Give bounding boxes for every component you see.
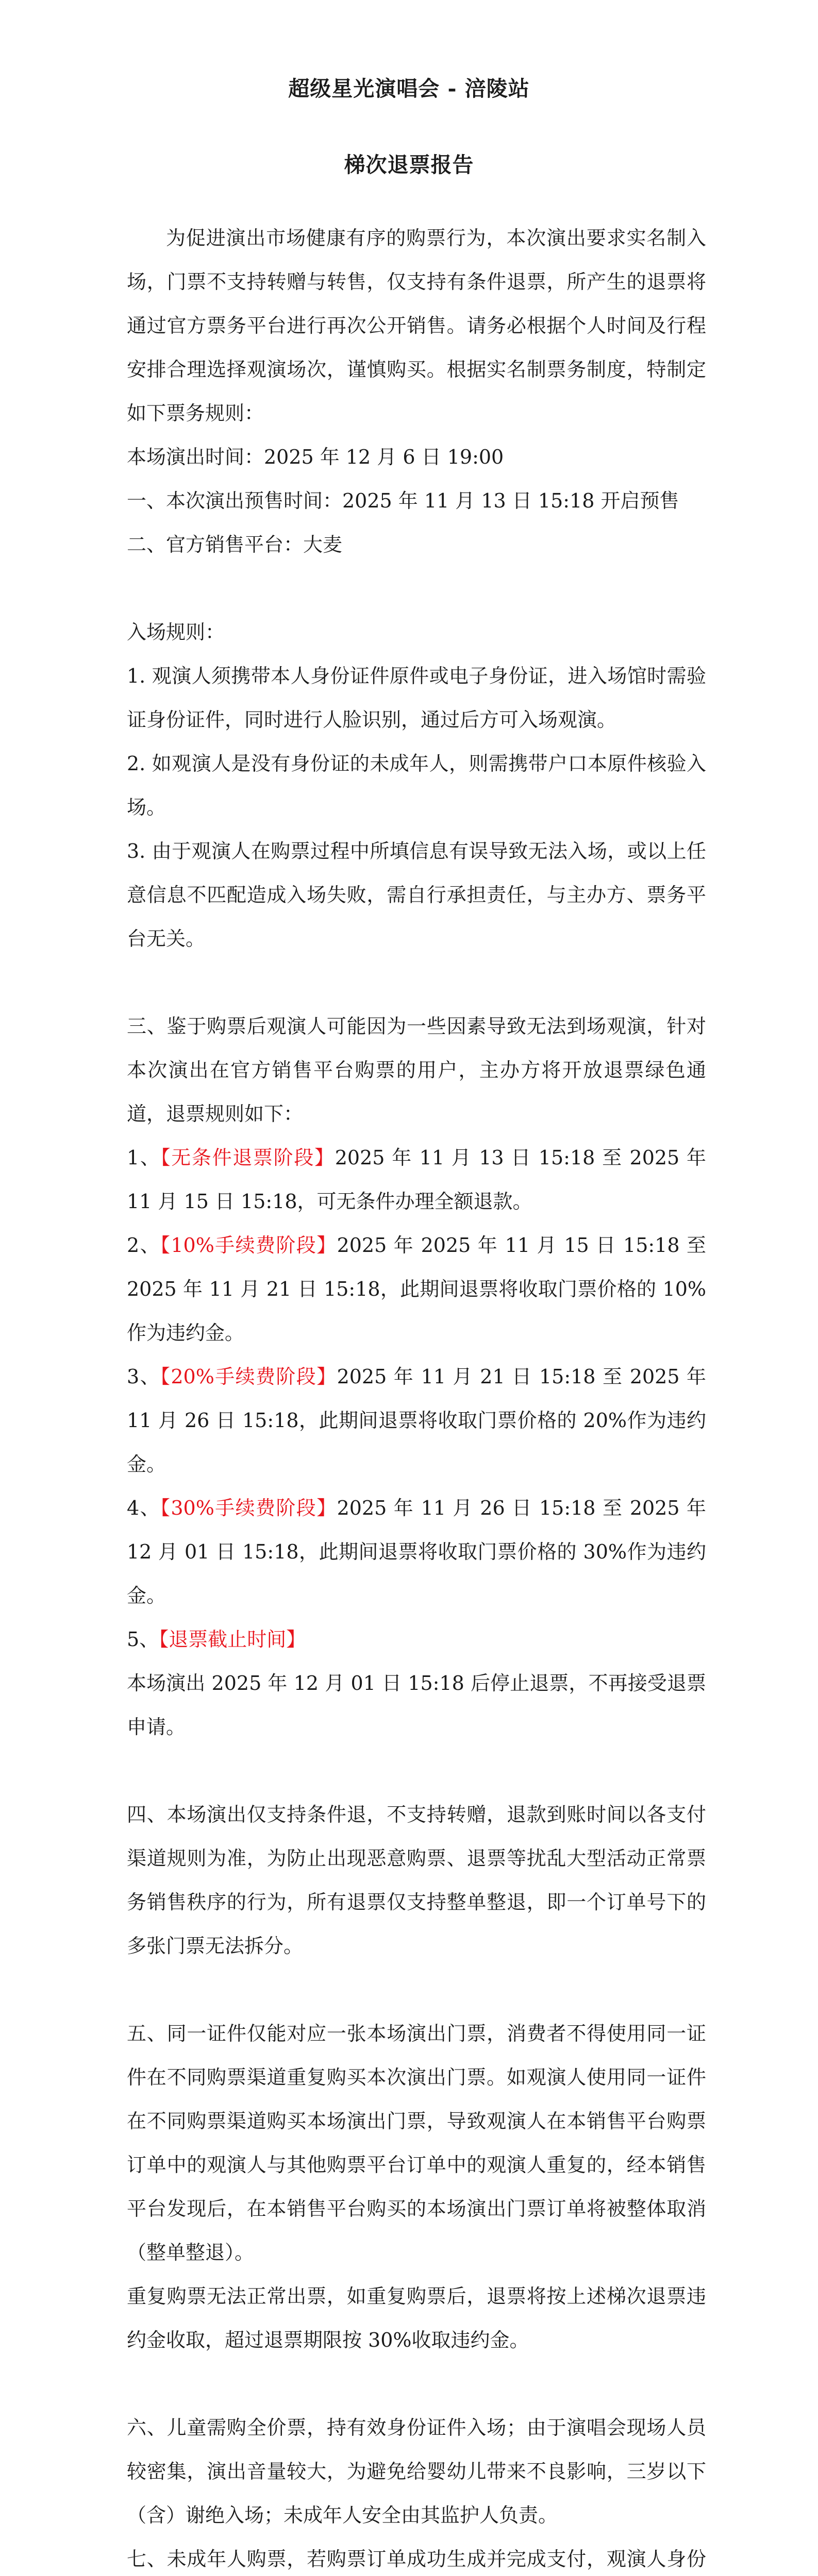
clause-6: 六、儿童需购全价票，持有效身份证件入场；由于演唱会现场人员较密集，演出音量较大，为避免给婴幼儿带来不良影响，三岁以下（含）谢绝入场；未成年人安全由其监护人负责。 <box>127 2416 706 2527</box>
entry-rules-heading: 入场规则： <box>127 621 225 643</box>
stage-text: 2025 年 11 月 13 日 15:18 至 2025 年 11 月 15 日 15:18，可无条件办理全额退款。 <box>127 1146 706 1213</box>
refund-deadline-text: 本场演出 2025 年 12 月 01 日 15:18 后停止退票，不再接受退票申请。 <box>127 1672 706 1738</box>
clause-5: 五、同一证件仅能对应一张本场演出门票，消费者不得使用同一证件在不同购票渠道重复购买本次演出门票。如观演人使用同一证件在不同购票渠道购买本场演出门票，导致观演人在本销售平台购票订单中的观演人与其他购票平台订单中的观演人重复的，经本销售平台发现后，在本销售平台购买的本场演出门票订单将被整体取消（整单整退）。 <box>127 2022 706 2264</box>
stage-text: 2025 年 11 月 21 日 15:18 至 2025 年 11 月 26 日 15:18，此期间退票将收取门票价格的 20%作为违约金。 <box>127 1365 706 1476</box>
clause-5-continued: 重复购票无法正常出票，如重复购票后，退票将按上述梯次退票违约金收取，超过退票期限按 30%收取违约金。 <box>127 2285 706 2351</box>
spacer <box>127 2362 706 2406</box>
stage-label: 【无条件退票阶段】 <box>160 1146 335 1169</box>
refund-stage <box>127 1224 706 1355</box>
document-title: 超级星光演唱会 - 涪陵站 <box>288 76 530 101</box>
stage-label: 【退票截止时间】 <box>159 1628 306 1651</box>
spacer <box>127 1749 706 1793</box>
clause-4: 四、本场演出仅支持条件退，不支持转赠，退款到账时间以各支付渠道规则为准，为防止出现恶意购票、退票等扰乱大型活动正常票务销售秩序的行为，所有退票仅支持整单整退，即一个订单号下的多张门票无法拆分。 <box>127 1803 706 1957</box>
stage-number: 4、 <box>127 1497 160 1519</box>
stage-number: 3、 <box>127 1365 160 1388</box>
presale-time: 一、本次演出预售时间：2025 年 11 月 13 日 15:18 开启预售 <box>127 489 679 512</box>
show-time: 本场演出时间：2025 年 12 月 6 日 19:00 <box>127 446 504 468</box>
refund-intro: 三、鉴于购票后观演人可能因为一些因素导致无法到场观演，针对本次演出在官方销售平台购票的用户，主办方将开放退票绿色通道，退票规则如下： <box>127 1015 706 1125</box>
spacer <box>127 567 706 611</box>
stage-number: 5、 <box>127 1628 159 1651</box>
entry-rule: 1. 观演人须携带本人身份证件原件或电子身份证，进入场馆时需验证身份证件，同时进行人脸识别，通过后方可入场观演。 <box>127 665 706 731</box>
refund-stage <box>127 1618 706 1662</box>
stage-label: 【20%手续费阶段】 <box>160 1365 337 1388</box>
stage-label: 【10%手续费阶段】 <box>160 1234 337 1257</box>
stage-number: 1、 <box>127 1146 161 1169</box>
spacer <box>127 961 706 1005</box>
stage-label: 【30%手续费阶段】 <box>160 1497 337 1519</box>
stage-number: 2、 <box>127 1234 160 1257</box>
spacer <box>127 1968 706 2012</box>
refund-stage <box>127 1355 706 1486</box>
refund-stage <box>127 1136 706 1224</box>
stage-text: 2025 年 11 月 26 日 15:18 至 2025 年 12 月 01 日 15:18，此期间退票将收取门票价格的 30%作为违约金。 <box>127 1497 706 1607</box>
refund-stage <box>127 1486 706 1618</box>
clause-7: 七、未成年人购票，若购票订单成功生成并完成支付，观演人身份 <box>127 2548 706 2570</box>
document-body <box>127 216 706 2576</box>
intro-paragraph: 为促进演出市场健康有序的购票行为，本次演出要求实名制入场，门票不支持转赠与转售，仅支持有条件退票，所产生的退票将通过官方票务平台进行再次公开销售。请务必根据个人时间及行程安排合理选择观演场次，谨慎购买。根据实名制票务制度，特制定如下票务规则： <box>127 227 706 425</box>
entry-rule: 2. 如观演人是没有身份证的未成年人，则需携带户口本原件核验入场。 <box>127 752 706 819</box>
entry-rule: 3. 由于观演人在购票过程中所填信息有误导致无法入场，或以上任意信息不匹配造成入场失败，需自行承担责任，与主办方、票务平台无关。 <box>127 840 706 950</box>
document-subtitle: 梯次退票报告 <box>344 152 474 177</box>
stage-text: 2025 年 2025 年 11 月 15 日 15:18 至 2025 年 11 月 21 日 15:18，此期间退票将收取门票价格的 10%作为违约金。 <box>127 1234 706 1344</box>
sales-platform: 二、官方销售平台：大麦 <box>127 533 343 556</box>
